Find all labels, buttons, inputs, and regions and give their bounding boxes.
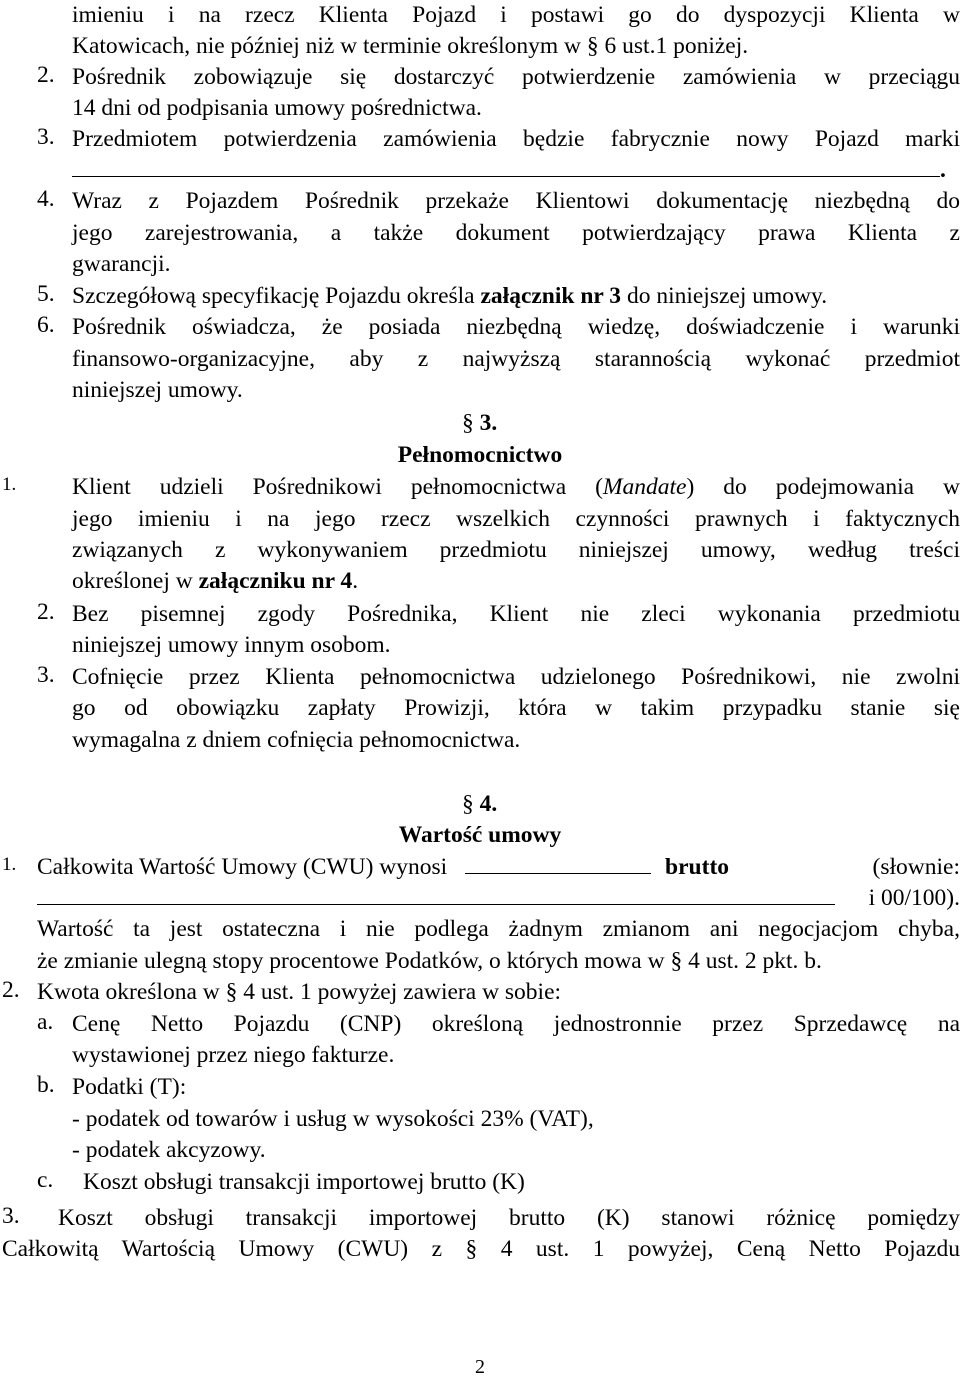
text-line: go od obowiązku zapłaty Prowizji, która w takim przypadku stanie się <box>72 695 960 721</box>
text-line: wystawionej przez niego fakturze. <box>72 1042 395 1068</box>
text-line: Całkowita Wartość Umowy (CWU) wynosi brutto (słownie: <box>37 854 960 880</box>
blank-fill-line <box>37 884 835 905</box>
item-number: 1. <box>2 474 17 495</box>
text-line: Bez pisemnej zgody Pośrednika, Klient nie zleci wykonania przedmiotu <box>72 601 960 627</box>
text-line: niniejszej umowy. <box>72 377 243 403</box>
text-line: związanych z wykonywaniem przedmiotu niniejszej umowy, według treści <box>72 537 960 563</box>
text-line: . <box>72 155 960 186</box>
section-number: § 4. <box>462 791 498 817</box>
section-title: Wartość umowy <box>398 822 562 848</box>
text-line: że zmianie ulegną stopy procentowe Podatków, o których mowa w § 4 ust. 2 pkt. b. <box>37 948 822 974</box>
text-line: wymagalna z dniem cofnięcia pełnomocnictwa. <box>72 727 521 753</box>
item-number: 6. <box>37 312 55 338</box>
text-line: 14 dni od podpisania umowy pośrednictwa. <box>72 95 482 121</box>
item-number: 3. <box>2 1203 20 1229</box>
page-number: 2 <box>475 1356 485 1378</box>
item-number: 1. <box>2 854 17 875</box>
text-line: niniejszej umowy innym osobom. <box>72 632 391 658</box>
text-line: Cenę Netto Pojazdu (CNP) określoną jednostronnie przez Sprzedawcę na <box>72 1011 960 1037</box>
blank-fill-line <box>465 853 651 874</box>
section-number: § 3. <box>462 410 498 436</box>
text-line: finansowo-organizacyjne, aby z najwyższą starannością wykonać przedmiot <box>72 346 960 372</box>
item-letter: a. <box>37 1009 54 1035</box>
item-letter: b. <box>37 1072 55 1098</box>
text-line: Katowicach, nie później niż w terminie określonym w § 6 ust.1 poniżej. <box>72 33 749 59</box>
section-title: Pełnomocnictwo <box>397 442 563 468</box>
text-line: Koszt obsługi transakcji importowej brutto (K) <box>83 1169 525 1195</box>
item-number: 2. <box>2 977 20 1003</box>
text-line: gwarancji. <box>72 251 171 277</box>
text-line: Kwota określona w § 4 ust. 1 powyżej zawiera w sobie: <box>37 979 562 1005</box>
text-line: Przedmiotem potwierdzenia zamówienia będzie fabrycznie nowy Pojazd marki <box>72 126 960 152</box>
item-number: 3. <box>37 124 55 150</box>
item-number: 3. <box>37 662 55 688</box>
text-line: Pośrednik oświadcza, że posiada niezbędną wiedzę, doświadczenie i warunki <box>72 314 960 340</box>
item-number: 2. <box>37 599 55 625</box>
item-number: 2. <box>37 62 55 88</box>
text-line: określonej w załączniku nr 4. <box>72 568 359 594</box>
text-line: Cofnięcie przez Klienta pełnomocnictwa udzielonego Pośrednikowi, nie zwolni <box>72 664 960 690</box>
text-line: Całkowitą Wartością Umowy (CWU) z § 4 ust. 1 powyżej, Ceną Netto Pojazdu <box>2 1236 960 1262</box>
text-line: Koszt obsługi transakcji importowej brutto (K) stanowi różnicę pomiędzy <box>58 1205 960 1231</box>
blank-fill-line <box>72 156 940 177</box>
text-line: i 00/100). <box>37 883 960 914</box>
item-number: 4. <box>37 186 55 212</box>
text-line: Szczegółową specyfikację Pojazdu określa załącznik nr 3 do niniejszej umowy. <box>72 283 828 309</box>
item-number: 5. <box>37 281 55 307</box>
text-line: Klient udzieli Pośrednikowi pełnomocnictwa (Mandate) do podejmowania w <box>72 474 960 500</box>
item-letter: c. <box>37 1167 54 1193</box>
list-item: - podatek od towarów i usług w wysokości 23% (VAT), <box>72 1106 594 1132</box>
text-line: Pośrednik zobowiązuje się dostarczyć potwierdzenie zamówienia w przeciągu <box>72 64 960 90</box>
text-line: jego imieniu i na jego rzecz wszelkich czynności prawnych i faktycznych <box>72 506 960 532</box>
text-line: imieniu i na rzecz Klienta Pojazd i postawi go do dyspozycji Klienta w <box>72 2 960 28</box>
text-line: Wraz z Pojazdem Pośrednik przekaże Klientowi dokumentację niezbędną do <box>72 188 960 214</box>
text-line: jego zarejestrowania, a także dokument potwierdzający prawa Klienta z <box>72 220 960 246</box>
text-line: Wartość ta jest ostateczna i nie podlega żadnym zmianom ani negocjacjom chyba, <box>37 916 960 942</box>
list-item: - podatek akcyzowy. <box>72 1137 266 1163</box>
text-line: Podatki (T): <box>72 1074 187 1100</box>
